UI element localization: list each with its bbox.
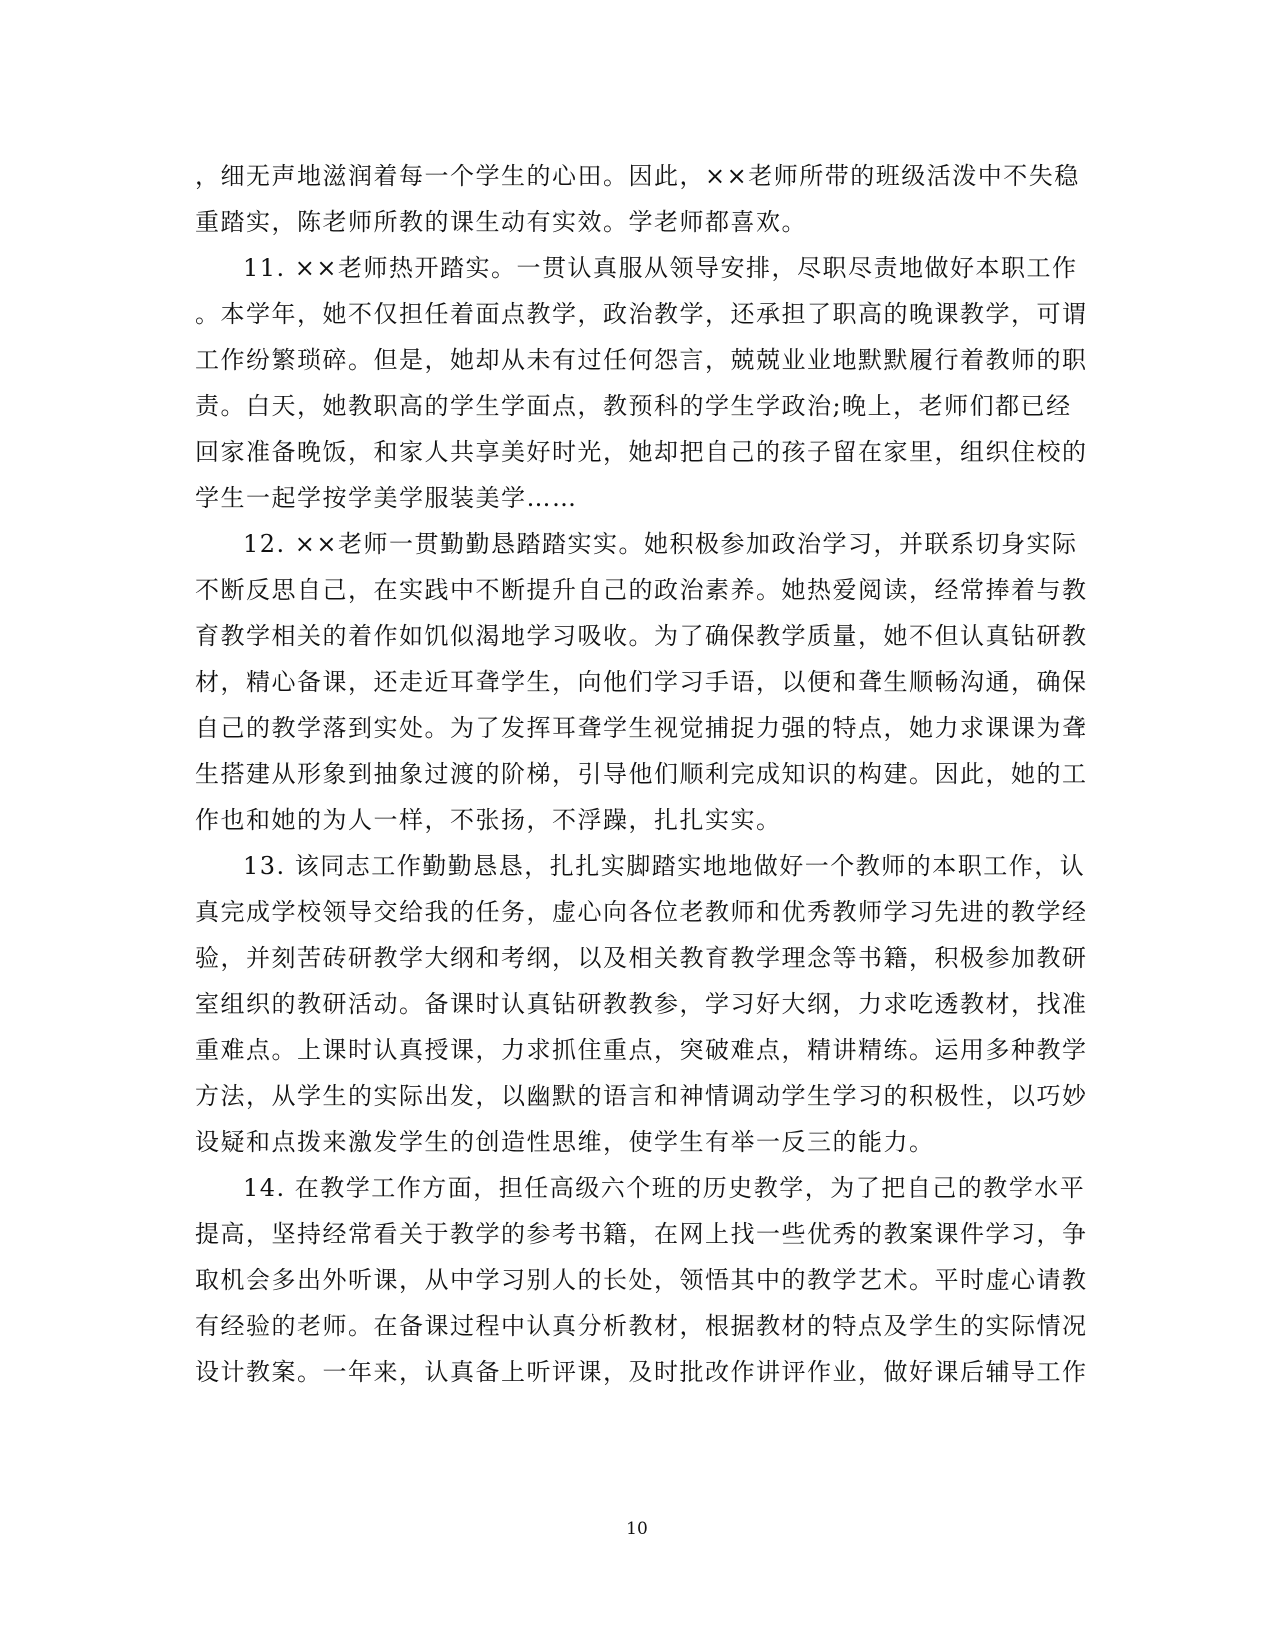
text-line: 重难点。上课时认真授课，力求抓住重点，突破难点，精讲精练。运用多种教学: [195, 1036, 1088, 1064]
text-line: 设疑和点拨来激发学生的创造性思维，使学生有举一反三的能力。: [195, 1128, 935, 1156]
text-line: 重踏实，陈老师所教的课生动有实效。学老师都喜欢。: [195, 208, 807, 236]
text-line: 。本学年，她不仅担任着面点教学，政治教学，还承担了职高的晚课教学，可谓: [195, 300, 1088, 328]
text-line: 回家准备晚饭，和家人共享美好时光，她却把自己的孩子留在家里，组织住校的: [195, 438, 1088, 466]
paragraph-start-11: 11. ××老师热开踏实。一贯认真服从领导安排，尽职尽责地做好本职工作: [243, 254, 1078, 282]
paragraph-start-14: 14. 在教学工作方面，担任高级六个班的历史教学，为了把自己的教学水平: [243, 1174, 1086, 1202]
text-line: 工作纷繁琐碎。但是，她却从未有过任何怨言，兢兢业业地默默履行着教师的职: [195, 346, 1088, 374]
text-line: 设计教案。一年来，认真备上听评课，及时批改作讲评作业，做好课后辅导工作: [195, 1358, 1088, 1386]
text-line: 真完成学校领导交给我的任务，虚心向各位老教师和优秀教师学习先进的教学经: [195, 898, 1088, 926]
text-line: 责。白天，她教职高的学生学面点，教预科的学生学政治;晚上，老师们都已经: [195, 392, 1072, 420]
text-line: 取机会多出外听课，从中学习别人的长处，领悟其中的教学艺术。平时虚心请教: [195, 1266, 1088, 1294]
page-number: 10: [626, 1519, 648, 1539]
text-line: 不断反思自己，在实践中不断提升自己的政治素养。她热爱阅读，经常捧着与教: [195, 576, 1088, 604]
text-line: 育教学相关的着作如饥似渴地学习吸收。为了确保教学质量，她不但认真钻研教: [195, 622, 1088, 650]
text-line: 有经验的老师。在备课过程中认真分析教材，根据教材的特点及学生的实际情况: [195, 1312, 1088, 1340]
text-line: 方法，从学生的实际出发，以幽默的语言和神情调动学生学习的积极性，以巧妙: [195, 1082, 1088, 1110]
paragraph-start-12: 12. ××老师一贯勤勤恳踏踏实实。她积极参加政治学习，并联系切身实际: [243, 530, 1078, 558]
text-line: ，细无声地滋润着每一个学生的心田。因此，××老师所带的班级活泼中不失稳: [195, 162, 1080, 190]
text-line: 材，精心备课，还走近耳聋学生，向他们学习手语，以便和聋生顺畅沟通，确保: [195, 668, 1088, 696]
body-text: [195, 153, 1088, 1395]
text-line: 学生一起学按学美学服装美学……: [195, 484, 578, 512]
text-line: 自己的教学落到实处。为了发挥耳聋学生视觉捕捉力强的特点，她力求课课为聋: [195, 714, 1088, 742]
text-line: 作也和她的为人一样，不张扬，不浮躁，扎扎实实。: [195, 806, 782, 834]
text-line: 生搭建从形象到抽象过渡的阶梯，引导他们顺利完成知识的构建。因此，她的工: [195, 760, 1088, 788]
text-line: 提高，坚持经常看关于教学的参考书籍，在网上找一些优秀的教案课件学习，争: [195, 1220, 1088, 1248]
text-line: 室组织的教研活动。备课时认真钻研教教参，学习好大纲，力求吃透教材，找准: [195, 990, 1088, 1018]
paragraph-start-13: 13. 该同志工作勤勤恳恳，扎扎实脚踏实地地做好一个教师的本职工作，认: [243, 852, 1086, 880]
text-line: 验，并刻苦砖研教学大纲和考纲，以及相关教育教学理念等书籍，积极参加教研: [195, 944, 1088, 972]
